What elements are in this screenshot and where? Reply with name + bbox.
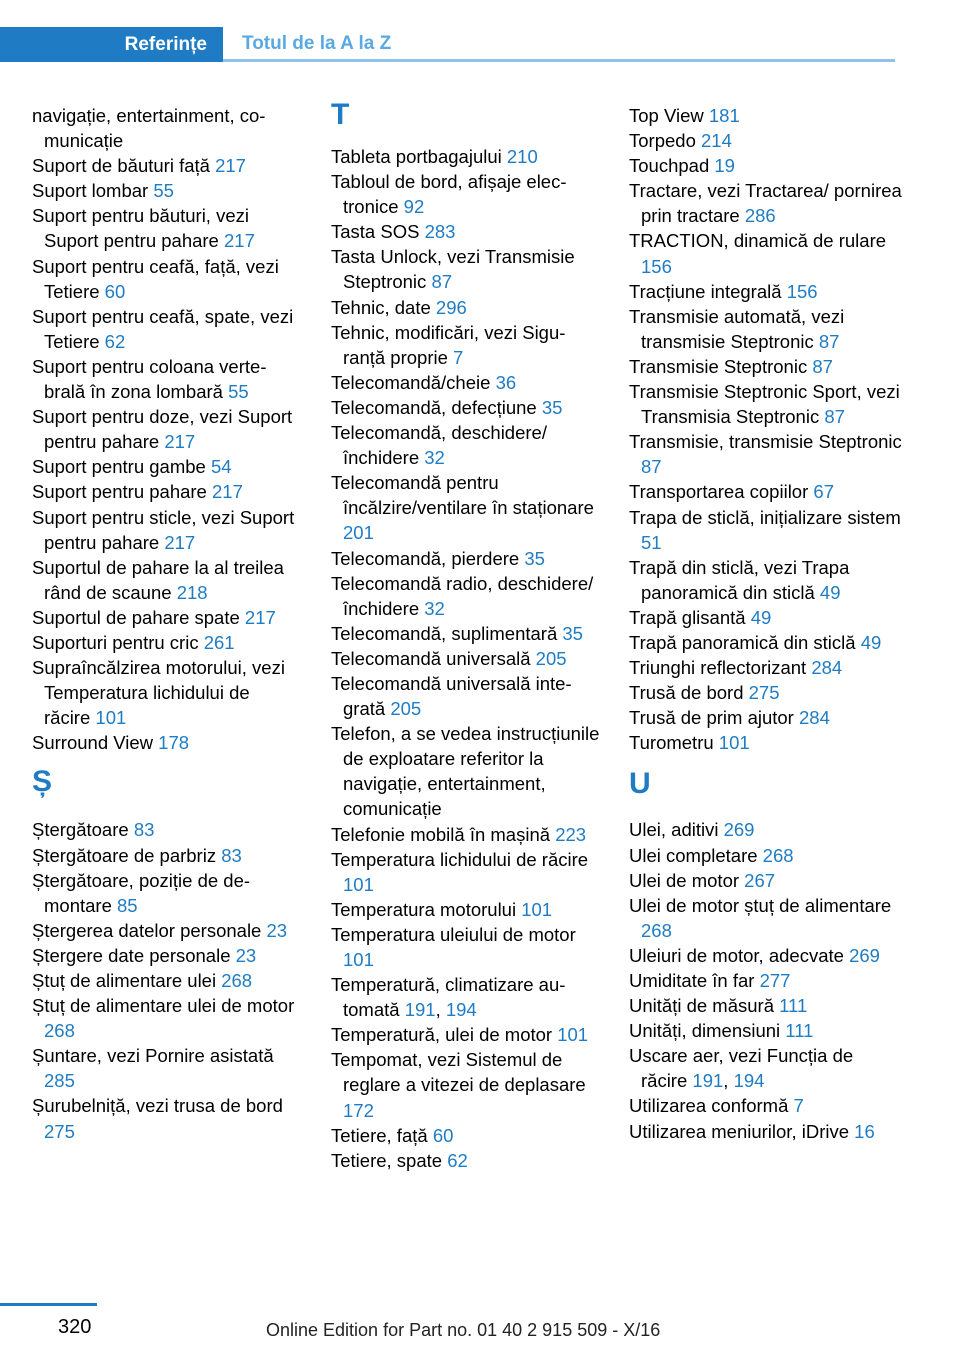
page-ref-link[interactable]: 205 <box>535 647 567 669</box>
page-ref-link[interactable]: 223 <box>555 823 587 845</box>
page-ref-separator: , <box>435 999 441 1021</box>
index-entry-text: Ștergătoare, poziție de demontare <box>32 869 251 916</box>
page-ref-link[interactable]: 267 <box>744 869 776 891</box>
index-entry <box>331 571 601 621</box>
index-entry-text: Suportul de pahare spate <box>32 606 240 628</box>
index-entry-text: Temperatura motorului <box>331 898 517 920</box>
index-entry-text: Temperatură, climatizare automată <box>331 974 566 1021</box>
index-entry-text: Temperatura lichidului de răcire <box>331 848 589 870</box>
page-ref-link[interactable]: 83 <box>221 844 242 866</box>
index-entry-text: Telecomandă, defecțiune <box>331 396 537 418</box>
index-entry <box>331 897 601 922</box>
index-entry-text: Transmisie Steptronic <box>629 355 808 377</box>
page-ref-link[interactable]: 283 <box>424 221 456 243</box>
index-entry-text: Suporturi pentru cric <box>32 631 199 653</box>
index-entry-text: Ștergere date personale <box>32 944 231 966</box>
index-entry <box>32 843 300 868</box>
index-entry <box>629 993 904 1018</box>
page-ref-link[interactable]: 194 <box>733 1070 765 1092</box>
index-entry-text: Suport pentru ceafă, față, vezi Tetiere <box>32 255 279 302</box>
index-entry <box>331 822 601 847</box>
page-ref-link[interactable]: 217 <box>164 431 196 453</box>
page-ref-link[interactable]: 194 <box>445 999 477 1021</box>
page-ref-link[interactable]: 111 <box>785 1020 814 1042</box>
page-ref-link[interactable]: 87 <box>818 330 840 352</box>
index-entry-text: Tracțiune integrală <box>629 280 782 302</box>
index-entry <box>32 103 300 153</box>
index-entry-text: Telecomandă pentru încălzire/ventilare în staționare <box>331 472 594 519</box>
index-entry-text: Uscare aer, vezi Funcția de răcire <box>629 1045 854 1092</box>
index-entry-text: Supraîncălzirea motorului, vezi Temperatura lichidului de răcire <box>32 657 285 729</box>
index-entry <box>331 1148 601 1173</box>
page-ref-link[interactable]: 286 <box>744 205 776 227</box>
index-entry-text: Tehnic, date <box>331 296 431 318</box>
index-entry <box>629 228 904 278</box>
page-ref-link[interactable]: 55 <box>228 381 249 403</box>
index-letter-heading: U <box>629 767 651 801</box>
page-ref-link[interactable]: 214 <box>701 130 732 152</box>
page-ref-link[interactable]: 7 <box>453 346 464 368</box>
page-ref-link[interactable]: 277 <box>759 970 791 991</box>
page-ref-link[interactable]: 285 <box>44 1070 75 1092</box>
index-entry-text: Surround View <box>32 732 154 754</box>
index-entry <box>32 968 300 993</box>
index-entry-text: Ștuț de alimentare ulei <box>32 970 217 991</box>
index-entry <box>331 922 601 972</box>
index-entry-text: Suport de băuturi față <box>32 155 210 177</box>
page-ref-link[interactable]: 67 <box>813 481 834 503</box>
page-ref-link[interactable]: 156 <box>786 280 818 302</box>
index-entry <box>331 295 601 320</box>
index-entry-text: Triunghi reflectorizant <box>629 657 807 679</box>
index-column-1 <box>32 103 300 1144</box>
page-ref-link[interactable]: 191 <box>692 1070 724 1092</box>
index-entry-text: Unități, dimensiuni <box>629 1020 781 1042</box>
index-entry <box>32 1043 300 1093</box>
page-ref-link[interactable]: 101 <box>557 1024 589 1046</box>
index-entry <box>32 354 300 404</box>
page-ref-link[interactable]: 178 <box>158 732 190 754</box>
index-entry <box>32 918 300 943</box>
index-column-2 <box>331 98 601 1173</box>
index-entry-text: Transmisie, transmisie Steptronic <box>629 431 902 453</box>
index-entry <box>629 1018 904 1043</box>
index-entry <box>629 943 904 968</box>
index-entry <box>331 671 601 721</box>
index-entry-text: Tehnic, modificări, vezi Siguranță proprie <box>331 321 566 368</box>
index-entry-text: Suportul de pahare la al treilea rând de scaune <box>32 556 284 603</box>
index-entry-text: Tasta SOS <box>331 221 420 243</box>
index-entry <box>629 868 904 893</box>
page-ref-link[interactable]: 51 <box>641 531 662 553</box>
index-letter-heading: Ș <box>32 765 53 799</box>
page-ref-link[interactable]: 19 <box>714 155 735 177</box>
index-entry <box>629 705 904 730</box>
index-entry-text: Trapă din sticlă, vezi Trapa panoramică din sticlă <box>629 556 850 603</box>
index-entry <box>629 555 904 605</box>
page-ref-link[interactable]: 268 <box>762 844 794 866</box>
index-entry-text: Transportarea copiilor <box>629 481 809 503</box>
page-ref-link[interactable]: 32 <box>424 597 445 619</box>
index-entry-text: Trapă glisantă <box>629 606 746 628</box>
page-ref-link[interactable]: 217 <box>224 230 255 252</box>
page-ref-link[interactable]: 268 <box>221 970 253 991</box>
index-entry <box>331 721 601 821</box>
index-entry <box>629 1043 904 1093</box>
index-entry-text: Temperatură, ulei de motor <box>331 1024 553 1046</box>
index-entry-text: Trapă panoramică din sticlă <box>629 631 856 653</box>
page-ref-link[interactable]: 201 <box>343 522 374 544</box>
index-entry <box>629 655 904 680</box>
page-ref-link[interactable]: 275 <box>44 1120 75 1142</box>
index-entry-text: Suport pentru ceafă, spate, vezi Tetiere <box>32 305 294 352</box>
index-entry <box>629 630 904 655</box>
page-ref-link[interactable]: 36 <box>495 371 517 393</box>
index-entry <box>629 893 904 943</box>
index-entry-text: Tableta portbagajului <box>331 146 502 167</box>
index-entry-text: Trapa de sticlă, inițializare sistem <box>629 506 901 528</box>
index-entry <box>331 144 601 169</box>
page-ref-separator: , <box>723 1070 729 1092</box>
index-entry <box>331 546 601 571</box>
page-ref-link[interactable]: 85 <box>117 894 138 916</box>
index-entry <box>331 470 601 545</box>
index-entry <box>32 868 300 918</box>
page-ref-link[interactable]: 210 <box>506 146 538 167</box>
page-ref-link[interactable]: 87 <box>824 406 845 428</box>
index-entry-text: Trusă de bord <box>629 682 744 704</box>
page-ref-link[interactable]: 172 <box>343 1099 374 1121</box>
index-entry-text: Tabloul de bord, afișaje electronice <box>331 171 567 218</box>
page-ref-link[interactable]: 268 <box>44 1020 75 1042</box>
index-entry-text: navigație, entertainment, comunicație <box>32 105 266 152</box>
index-entry <box>629 843 904 868</box>
index-entry <box>32 178 300 203</box>
section-tab-label: Referințe <box>124 33 207 55</box>
index-entry <box>629 153 904 178</box>
index-entry <box>331 621 601 646</box>
index-entry <box>32 943 300 968</box>
index-entry <box>32 555 300 605</box>
page-ref-link[interactable]: 87 <box>812 355 833 377</box>
index-entry <box>32 655 300 730</box>
page-ref-link[interactable]: 101 <box>95 707 127 729</box>
page-ref-link[interactable]: 23 <box>266 919 288 941</box>
index-entry <box>331 420 601 470</box>
index-entry-text: TRACTION, dinamică de rulare <box>629 230 887 252</box>
index-entry-text: Utilizarea meniurilor, iDrive <box>629 1120 850 1142</box>
index-entry <box>629 1093 904 1118</box>
index-entry-text: Telecomandă/cheie <box>331 371 491 393</box>
page-ref-link[interactable]: 218 <box>176 581 208 603</box>
index-entry <box>32 730 300 755</box>
index-entry-text: Suport pentru băuturi, vezi Suport pentru pahare <box>32 205 249 252</box>
index-entry-text: Șurubelniță, vezi trusa de bord <box>32 1095 283 1117</box>
index-entry <box>331 847 601 897</box>
index-entry-text: Utilizarea conformă <box>629 1095 789 1117</box>
index-entry <box>629 1119 904 1144</box>
page-ref-link[interactable]: 181 <box>708 105 740 126</box>
index-entry-text: Temperatura uleiului de motor <box>331 923 576 945</box>
index-entry <box>331 320 601 370</box>
index-entry-text: Tasta Unlock, vezi Transmisie Steptronic <box>331 246 575 293</box>
index-entry-text: Suport pentru sticle, vezi Suport pentru pahare <box>32 506 295 553</box>
page-ref-link[interactable]: 275 <box>748 682 780 704</box>
index-entry-text: Tetiere, spate <box>331 1149 443 1171</box>
page-ref-link[interactable]: 156 <box>641 255 672 277</box>
index-entry-text: Tractare, vezi Tractarea/ pornirea prin tractare <box>629 180 902 227</box>
page-ref-link[interactable]: 60 <box>432 1124 454 1146</box>
page-ref-link[interactable]: 284 <box>811 657 843 679</box>
section-tab-active[interactable] <box>0 27 223 62</box>
index-entry-text: Telecomandă universală integrată <box>331 672 572 720</box>
index-entry-text: Ulei, aditivi <box>629 819 719 841</box>
index-entry-text: Suport pentru gambe <box>32 456 206 478</box>
page-header <box>0 0 960 64</box>
page-ref-link[interactable]: 268 <box>641 919 672 941</box>
index-entry <box>32 630 300 655</box>
index-entry-text: Suport pentru coloana vertebrală în zona lombară <box>32 355 267 403</box>
page-ref-link[interactable]: 217 <box>244 606 276 628</box>
page-ref-link[interactable]: 101 <box>718 732 750 754</box>
page-ref-link[interactable]: 261 <box>203 631 235 653</box>
index-entry <box>32 605 300 630</box>
index-entry <box>32 817 300 842</box>
index-entry-text: Unități de măsură <box>629 995 774 1017</box>
index-entry <box>629 479 904 504</box>
index-entry-text: Trusă de prim ajutor <box>629 707 794 729</box>
page-ref-link[interactable]: 49 <box>860 631 882 653</box>
page-ref-link[interactable]: 16 <box>854 1120 875 1142</box>
section-title[interactable]: Totul de la A la Z <box>242 33 392 54</box>
index-entry <box>331 646 601 671</box>
page-ref-link[interactable]: 55 <box>153 180 174 202</box>
index-entry <box>629 730 904 755</box>
footer-divider <box>0 1303 97 1306</box>
page-ref-link[interactable]: 54 <box>210 456 232 478</box>
index-entry <box>629 103 904 128</box>
index-entry <box>32 1093 300 1143</box>
index-entry-text: Telefon, a se vedea instrucțiunile de exploatare referitor la navigație, entertainment, comunicație <box>331 723 600 820</box>
index-entry-text: Tetiere, față <box>331 1124 428 1146</box>
index-entry-text: Uleiuri de motor, adecvate <box>629 944 844 966</box>
index-entry-text: Suport pentru pahare <box>32 481 207 503</box>
index-entry-text: Top View <box>629 105 704 126</box>
index-entry <box>331 1047 601 1122</box>
index-entry-text: Suport pentru doze, vezi Suport pentru pahare <box>32 406 293 453</box>
index-entry <box>629 680 904 705</box>
index-entry <box>629 605 904 630</box>
index-entry <box>32 404 300 454</box>
index-entry-text: Telecomandă radio, deschidere/închidere <box>331 572 594 619</box>
page-ref-link[interactable]: 49 <box>750 606 772 628</box>
page-ref-link[interactable]: 284 <box>799 707 830 729</box>
page-ref-link[interactable]: 101 <box>343 873 374 895</box>
page-ref-link[interactable]: 35 <box>524 547 545 569</box>
index-entry <box>629 379 904 429</box>
edition-note: Online Edition for Part no. 01 40 2 915 509 - X/16 <box>266 1320 661 1340</box>
index-entry-text: Ștergătoare de parbriz <box>32 844 217 866</box>
index-entry-text: Torpedo <box>629 130 696 152</box>
index-entry <box>629 178 904 228</box>
index-entry-text: Tempomat, vezi Sistemul de reglare a vitezei de deplasare <box>331 1049 586 1096</box>
index-entry-text: Telefonie mobilă în mașină <box>331 823 551 845</box>
index-entry <box>629 279 904 304</box>
index-entry-text: Telecomandă, suplimentară <box>331 622 558 644</box>
page-ref-link[interactable]: 83 <box>133 819 155 841</box>
index-entry-text: Ștuț de alimentare ulei de motor <box>32 995 295 1017</box>
index-entry-text: Șuntare, vezi Pornire asistată <box>32 1045 274 1067</box>
index-entry <box>32 153 300 178</box>
index-entry <box>331 395 601 420</box>
index-entry <box>331 169 601 219</box>
index-entry <box>32 203 300 253</box>
index-entry <box>32 254 300 304</box>
page-ref-link[interactable]: 87 <box>431 271 453 293</box>
page-ref-link[interactable]: 23 <box>235 944 257 966</box>
index-entry-text: Telecomandă, pierdere <box>331 547 520 569</box>
index-entry <box>331 1123 601 1148</box>
index-entry <box>32 304 300 354</box>
index-entry-text: Transmisie automată, vezi transmisie Steptronic <box>629 305 845 352</box>
page-ref-link[interactable]: 217 <box>164 531 196 553</box>
page-ref-link[interactable]: 101 <box>343 949 374 970</box>
index-entry-text: Ulei de motor <box>629 869 740 891</box>
index-entry <box>32 993 300 1043</box>
index-entry <box>331 244 601 294</box>
page-ref-link[interactable]: 60 <box>104 280 126 302</box>
page-ref-link[interactable]: 87 <box>641 456 662 478</box>
index-entry <box>331 972 601 1022</box>
index-entry <box>331 1022 601 1047</box>
index-entry <box>629 429 904 479</box>
index-entry <box>629 968 904 993</box>
index-entry <box>629 354 904 379</box>
page-ref-link[interactable]: 269 <box>849 944 880 966</box>
index-entry-text: Telecomandă universală <box>331 647 531 669</box>
index-entry-text: Turometru <box>629 732 714 754</box>
index-entry <box>32 479 300 504</box>
page-ref-link[interactable]: 111 <box>779 995 808 1017</box>
page-ref-link[interactable]: 217 <box>215 155 246 177</box>
index-entry-text: Ulei de motor ștuț de alimentare <box>629 894 892 916</box>
page-ref-link[interactable]: 35 <box>562 622 583 644</box>
index-entry <box>629 304 904 354</box>
page-ref-link[interactable]: 49 <box>819 581 841 603</box>
index-entry-text: Transmisie Steptronic Sport, vezi Transmisia Steptronic <box>629 381 900 428</box>
index-column-3 <box>629 103 904 1144</box>
index-entry-text: Ștergătoare <box>32 819 129 841</box>
page-ref-link[interactable]: 92 <box>403 196 425 218</box>
index-entry-text: Suport lombar <box>32 180 149 202</box>
page-ref-link[interactable]: 62 <box>447 1149 468 1171</box>
page-ref-link[interactable]: 7 <box>793 1095 804 1117</box>
index-entry-text: Ștergerea datelor personale <box>32 919 262 941</box>
index-entry <box>331 219 601 244</box>
page-ref-link[interactable]: 191 <box>404 999 436 1021</box>
index-entry-text: Umiditate în far <box>629 970 755 991</box>
index-entry <box>331 370 601 395</box>
index-letter-heading: T <box>331 98 350 131</box>
index-entry <box>32 454 300 479</box>
page-ref-link[interactable]: 32 <box>424 447 445 469</box>
page-ref-link[interactable]: 217 <box>212 481 243 503</box>
page-ref-link[interactable]: 296 <box>435 296 467 318</box>
index-entry-text: Telecomandă, deschidere/ închidere <box>331 422 547 469</box>
index-entry-text: Touchpad <box>629 155 710 177</box>
index-entry-text: Ulei completare <box>629 844 758 866</box>
page-ref-link[interactable]: 101 <box>521 898 553 920</box>
page-ref-link[interactable]: 269 <box>723 819 755 841</box>
index-entry <box>629 817 904 842</box>
page-ref-link[interactable]: 35 <box>541 396 563 418</box>
page-ref-link[interactable]: 62 <box>104 330 126 352</box>
page-ref-link[interactable]: 205 <box>390 698 422 720</box>
index-entry <box>629 505 904 555</box>
page-number: 320 <box>58 1316 92 1338</box>
index-entry <box>629 128 904 153</box>
index-entry <box>32 505 300 555</box>
